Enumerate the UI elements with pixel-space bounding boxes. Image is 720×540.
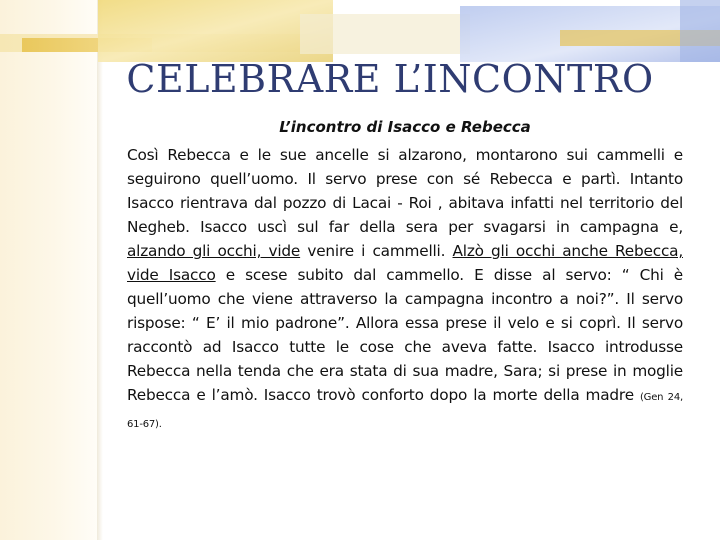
scripture-reference: (Gen 24, 61-67). [127,392,683,430]
passage-underlined-2: Alzò gli occhi anche Rebecca, vide Isacco [127,242,683,284]
header-block-light [300,14,470,54]
slide-subtitle: L’incontro di Isacco e Rebecca [279,118,531,136]
scripture-passage [127,143,683,437]
slide-title: CELEBRARE L’INCONTRO [126,57,654,101]
passage-text-1: Così Rebecca e le sue ancelle si alzarono, montarono sui cammelli e seguirono quell’uomo. Il servo prese con sé Rebecca e partì. Intanto Isacco rientrava dal pozzo di Lacai - Roi , abitava infatti nel territorio del Negheb. Isacco uscì sul far della sera per svagarsi in campagna e, [127,146,683,236]
passage-text-2: venire i cammelli. [300,242,453,260]
header-stripe-blue-edge [680,0,720,62]
passage-underlined-1: alzando gli occhi, vide [127,242,301,260]
header-block-gold [98,0,333,62]
passage-text-3: e scese subito dal cammello. E disse al servo: “ Chi è quell’uomo che viene attraverso la campagna incontro a noi?”. Il servo rispose: “ E’ il mio padrone”. Allora essa prese il velo e si coprì. Il servo raccontò ad Isacco tutte le cose che aveva fatte. Isacco introdusse Rebecca nella tenda che era stata di sua madre, Sara; si prese in moglie Rebecca e l’amò. Isacco trovò conforto dopo la morte della madre [127,266,684,404]
